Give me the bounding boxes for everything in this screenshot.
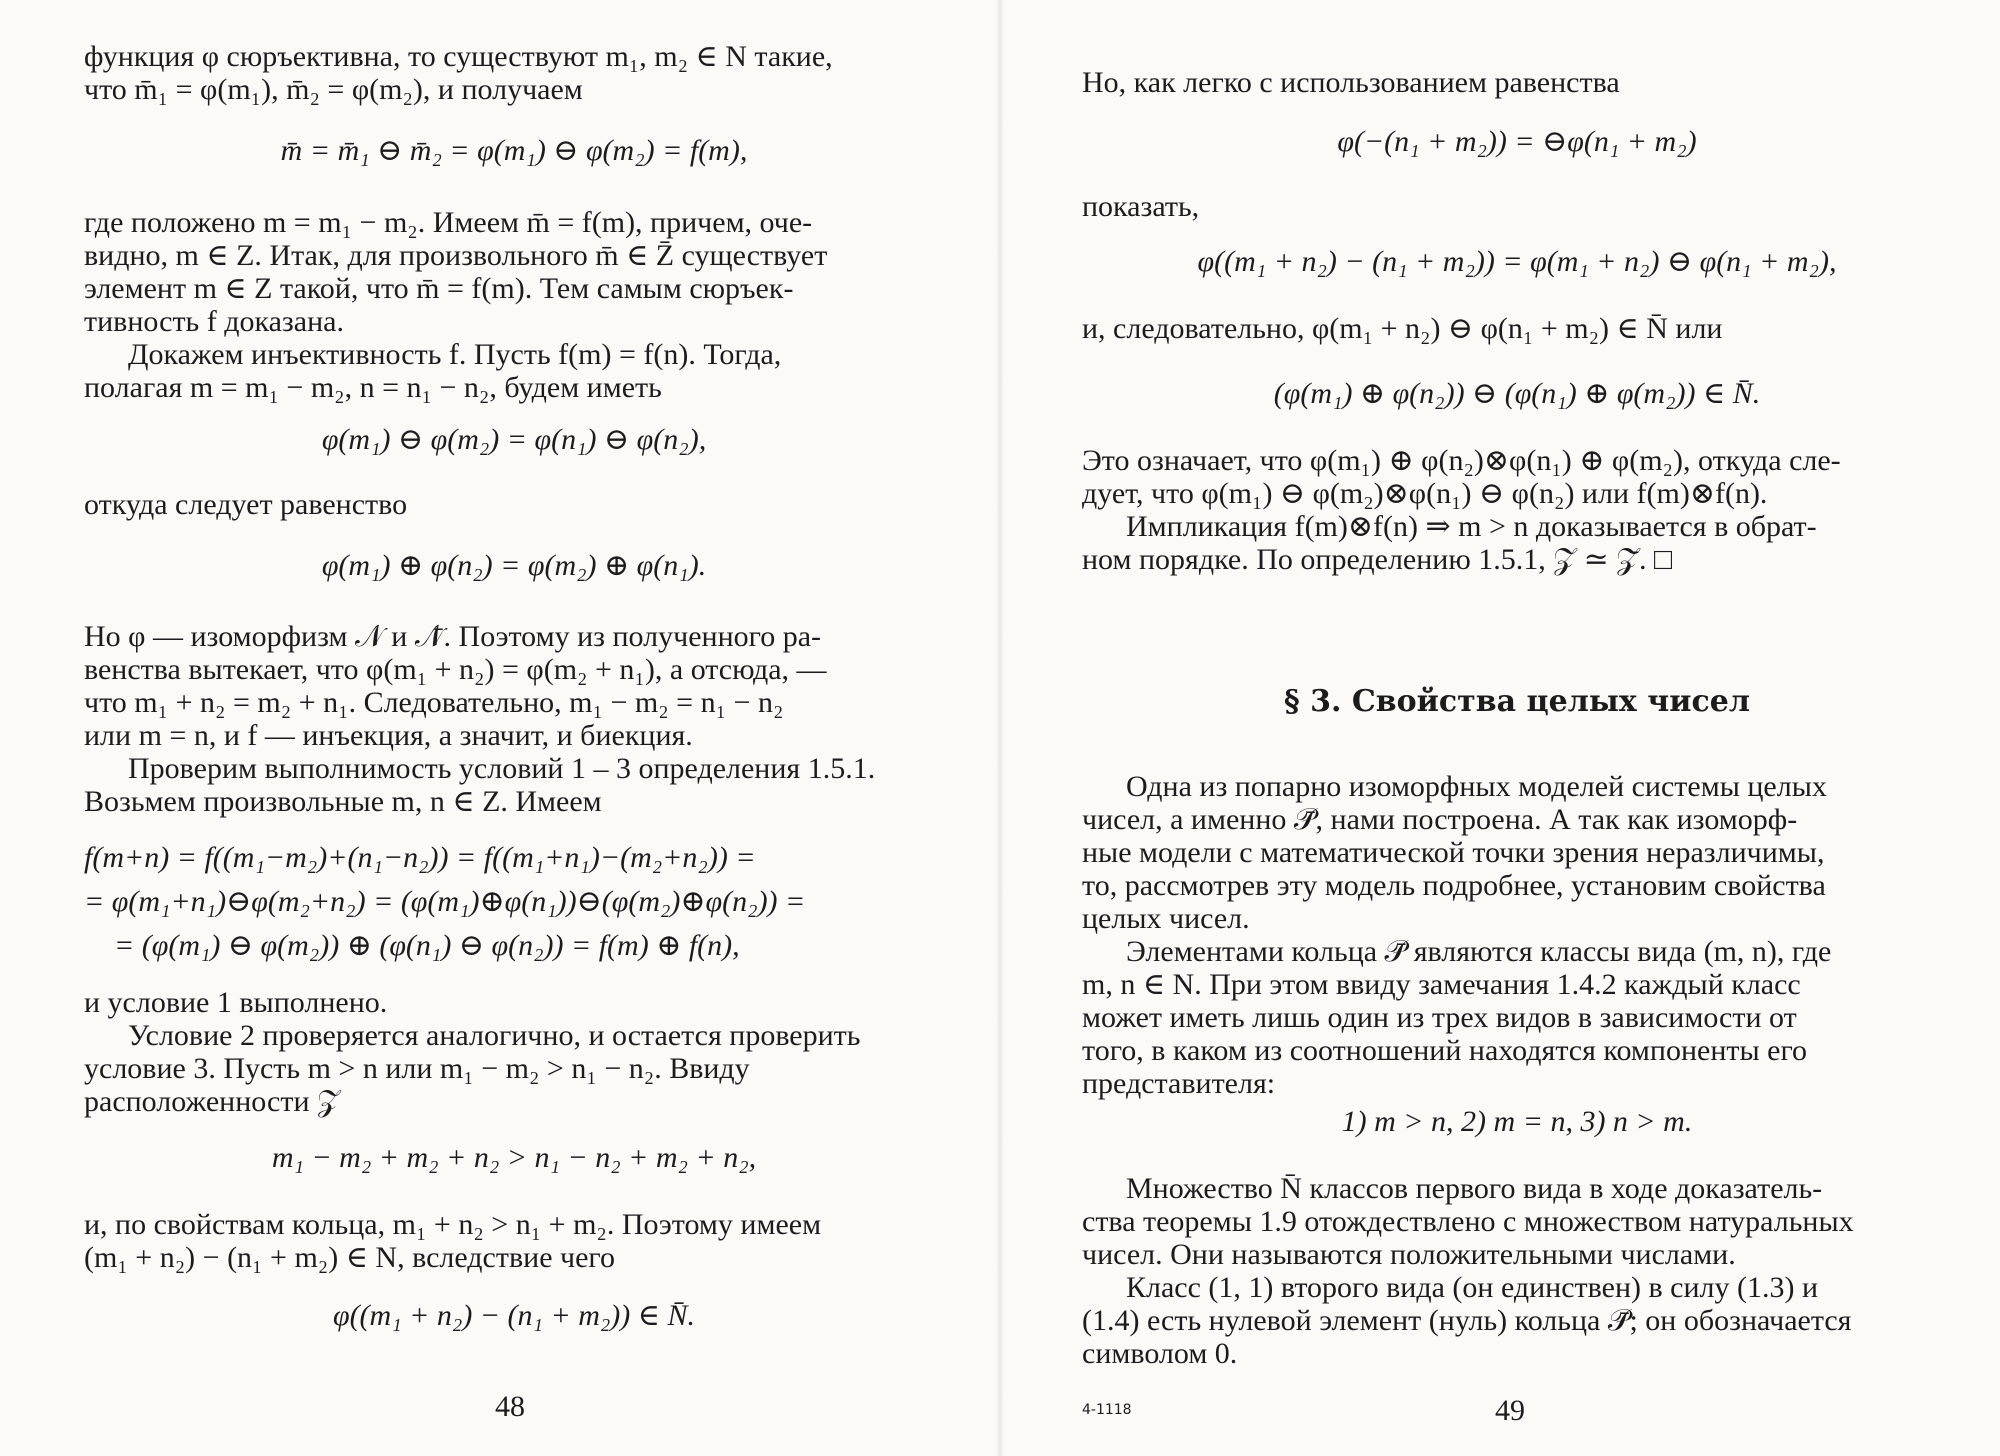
page-number: 48	[495, 1390, 525, 1423]
text-line: и условие 1 выполнено.	[84, 986, 388, 1019]
equation-line: = (φ(m₁) ⊖ φ(m₂)) ⊕ (φ(n₁) ⊖ φ(n₂)) = f(m) ⊕ f(n),	[114, 929, 740, 962]
text-line: чисел. Они называются положительными числами.	[1082, 1238, 1736, 1271]
text-line: Импликация f(m)⊗f(n) ⇒ m > n доказывается в обрат-	[1126, 510, 1817, 543]
left-paragraph-1	[84, 206, 944, 404]
text-line: видно, m ∈ Z. Итак, для произвольного m̄ ∈ Z̄ существует	[84, 239, 828, 272]
text-line: (1.4) есть нулевой элемент (нуль) кольца 𝒫̄; он обозначается	[1082, 1304, 1852, 1337]
text-line: Множество N̄ классов первого вида в ходе доказатель-	[1126, 1172, 1823, 1205]
equation: φ((m₁ + n₂) − (n₁ + m₂)) = φ(m₁ + n₂) ⊖ φ(n₁ + m₂),	[1197, 245, 1837, 278]
equation-line: f(m+n) = f((m₁−m₂)+(n₁−n₂)) = f((m₁+n₁)−(m₂+n₂)) =	[84, 841, 756, 874]
text-line: и, по свойствам кольца, m₁ + n₂ > n₁ + m₂. Поэтому имеем	[84, 1208, 822, 1241]
text-line: тивность f доказана.	[84, 305, 344, 338]
text-line: то, рассмотрев эту модель подробнее, установим свойства	[1082, 869, 1826, 902]
equation: m₁ − m₂ + m₂ + n₂ > n₁ − n₂ + m₂ + n₂,	[271, 1141, 757, 1174]
text-line: Одна из попарно изоморфных моделей системы целых	[1126, 770, 1827, 803]
text-line: венства вытекает, что φ(m₁ + n₂) = φ(m₂ + n₁), а отсюда, —	[84, 653, 827, 686]
text-line: (m₁ + n₂) − (n₁ + m₂) ∈ N, вследствие чего	[84, 1241, 615, 1274]
right-paragraph-2	[1082, 770, 1952, 1100]
left-paragraph-2	[84, 620, 944, 818]
section-heading: § 3. Свойства целых чисел	[1284, 684, 1750, 719]
right-paragraph-3	[1082, 1172, 1952, 1370]
text-line: дует, что φ(m₁) ⊖ φ(m₂)⊗φ(n₁) ⊖ φ(n₂) или f(m)⊗f(n).	[1082, 477, 1768, 510]
text-line: может иметь лишь один из трех видов в зависимости от	[1082, 1001, 1797, 1034]
equation-block	[84, 836, 944, 968]
text-line: Это означает, что φ(m₁) ⊕ φ(n₂)⊗φ(n₁) ⊕ φ(m₂), откуда сле-	[1082, 444, 1841, 477]
text-line: Но, как легко с использованием равенства	[1082, 66, 1620, 99]
equation: m̄ = m̄₁ ⊖ m̄₂ = φ(m₁) ⊖ φ(m₂) = f(m),	[280, 134, 748, 167]
text-line: что m̄₁ = φ(m₁), m̄₂ = φ(m₂), и получаем	[84, 73, 583, 106]
text-line: Условие 2 проверяется аналогично, и остается проверить	[128, 1019, 861, 1052]
equation: φ(m₁) ⊕ φ(n₂) = φ(m₂) ⊕ φ(n₁).	[321, 549, 707, 582]
text-line: m, n ∈ N. При этом ввиду замечания 1.4.2 каждый класс	[1082, 968, 1801, 1001]
equation: φ((m₁ + n₂) − (n₁ + m₂)) ∈ N̄.	[332, 1299, 696, 1332]
text-line: откуда следует равенство	[84, 488, 408, 521]
left-paragraph-3	[84, 986, 944, 1118]
right-page	[1000, 0, 2000, 1456]
text-line: ном порядке. По определению 1.5.1, 𝒵 ≃ 𝒵̄. □	[1082, 543, 1673, 576]
equation: (φ(m₁) ⊕ φ(n₂)) ⊖ (φ(n₁) ⊕ φ(m₂)) ∈ N̄.	[1273, 377, 1761, 410]
text-line: элемент m ∈ Z такой, что m̄ = f(m). Тем самым сюръек-	[84, 272, 794, 305]
text-line: Проверим выполнимость условий 1 – 3 определения 1.5.1.	[128, 752, 876, 785]
text-line: Возьмем произвольные m, n ∈ Z. Имеем	[84, 785, 602, 818]
text-line: и, следовательно, φ(m₁ + n₂) ⊖ φ(n₁ + m₂) ∈ N̄ или	[1082, 312, 1723, 345]
text-line: полагая m = m₁ − m₂, n = n₁ − n₂, будем иметь	[84, 371, 662, 404]
equation: φ(−(n₁ + m₂)) = ⊖φ(n₁ + m₂)	[1337, 125, 1697, 158]
text-line: ные модели с математической точки зрения неразличимы,	[1082, 836, 1825, 869]
text-line: чисел, а именно 𝒫̄, нами построена. А так как изоморф-	[1082, 803, 1798, 836]
left-paragraph-4	[84, 1208, 944, 1274]
text-line: расположенности 𝒵	[84, 1085, 340, 1118]
text-line: представителя:	[1082, 1067, 1276, 1100]
equation: 1) m > n, 2) m = n, 3) n > m.	[1341, 1105, 1693, 1138]
text-line: целых чисел.	[1082, 902, 1250, 935]
text-line: Докажем инъективность f. Пусть f(m) = f(n). Тогда,	[128, 338, 782, 371]
text-line: Класс (1, 1) второго вида (он единствен) в силу (1.3) и	[1126, 1271, 1819, 1304]
text-line: где положено m = m₁ − m₂. Имеем m̄ = f(m), причем, оче-	[84, 206, 813, 239]
text-line: символом 0.	[1082, 1337, 1238, 1370]
text-line: что m₁ + n₂ = m₂ + n₁. Следовательно, m₁ − m₂ = n₁ − n₂	[84, 686, 784, 719]
text-line: ства теоремы 1.9 отождествлено с множеством натуральных	[1082, 1205, 1854, 1238]
text-line: того, в каком из соотношений находятся компоненты его	[1082, 1034, 1808, 1067]
right-paragraph-1	[1082, 444, 1952, 576]
equation: φ(m₁) ⊖ φ(m₂) = φ(n₁) ⊖ φ(n₂),	[321, 423, 707, 456]
equation-line: = φ(m₁+n₁)⊖φ(m₂+n₂) = (φ(m₁)⊕φ(n₁))⊖(φ(m₂)⊕φ(n₂)) =	[84, 885, 806, 918]
printer-signature: 4-1118	[1082, 1402, 1132, 1418]
text-line: Но φ — изоморфизм 𝒩 и 𝒩̄. Поэтому из полученного ра-	[84, 620, 822, 653]
left-top-text	[84, 40, 944, 106]
text-line: или m = n, и f — инъекция, а значит, и биекция.	[84, 719, 693, 752]
text-line: условие 3. Пусть m > n или m₁ − m₂ > n₁ − n₂. Ввиду	[84, 1052, 750, 1085]
text-line: показать,	[1082, 190, 1200, 223]
page-number: 49	[1495, 1394, 1525, 1427]
text-line: функция φ сюръективна, то существуют m₁, m₂ ∈ N такие,	[84, 40, 833, 73]
text-line: Элементами кольца 𝒫̄ являются классы вида (m, n), где	[1126, 935, 1832, 968]
